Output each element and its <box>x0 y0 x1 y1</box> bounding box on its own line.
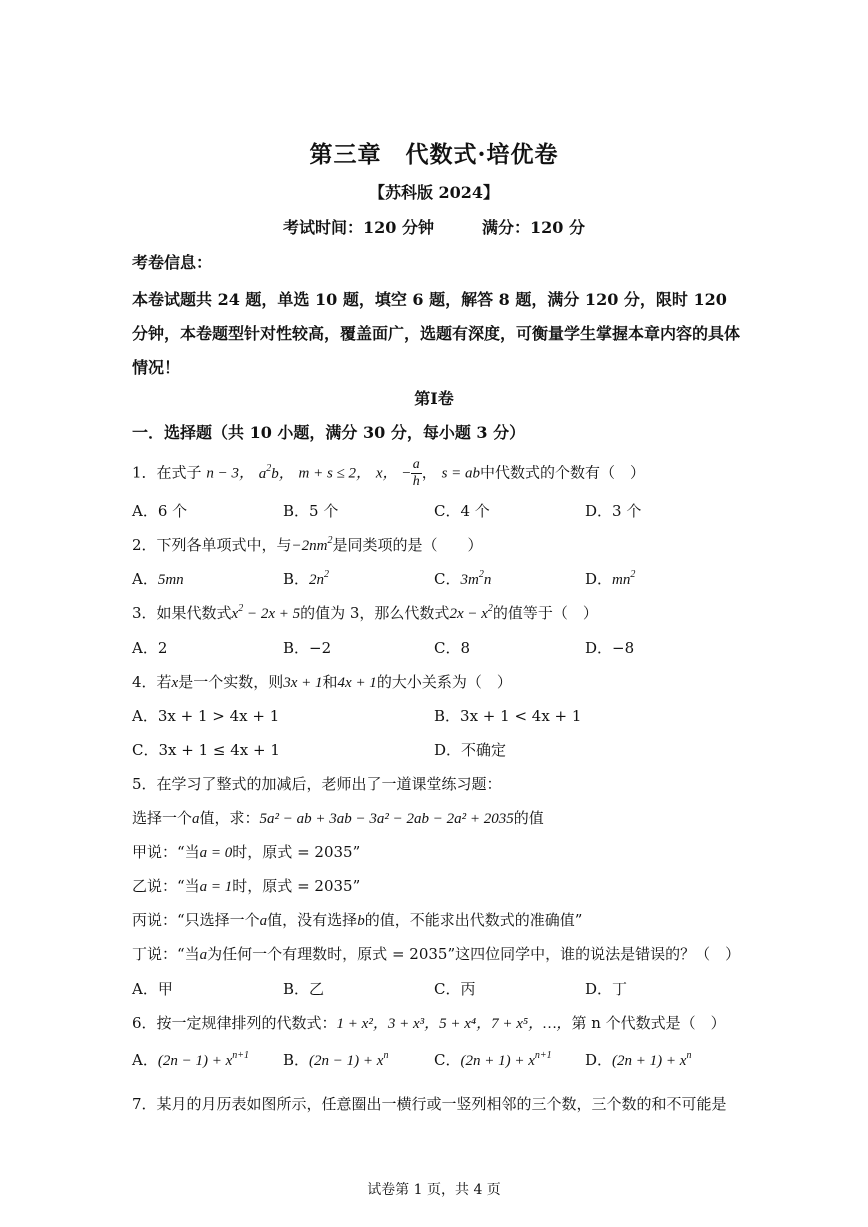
q3-lead: 3．如果代数式 <box>132 604 232 622</box>
info-body: 本卷试题共 24 题，单选 10 题，填空 6 题，解答 8 题，满分 120 分，限时 120 分钟，本卷题型针对性较高，覆盖面广，选题有深度，可衡量学生掌握本章内容的具体情况！ <box>132 290 741 377</box>
q5-option-b[interactable]: B．乙 <box>283 980 325 998</box>
question-7: 7．某月的月历表如图所示，任意圈出一横行或一竖列相邻的三个数，三个数的和不可能是 <box>132 1095 727 1113</box>
q1-comma: ， <box>421 463 437 482</box>
q1-option-a[interactable]: A．6 个 <box>132 502 188 520</box>
q2-tail: 是同类项的是（ ） <box>332 536 483 554</box>
q3-option-a[interactable]: A．2 <box>132 639 168 657</box>
q1-option-c[interactable]: C．4 个 <box>434 502 490 520</box>
section-heading: 一．选择题（共 10 小题，满分 30 分，每小题 3 分） <box>132 423 526 442</box>
question-2 <box>132 534 483 555</box>
q3-mid: 的值为 3，那么代数式 <box>300 604 450 622</box>
q5-option-d[interactable]: D．丁 <box>585 980 628 998</box>
question-3 <box>132 602 598 623</box>
q4-expr-2: 4x + 1 <box>337 675 377 691</box>
edition-label: 【苏科版 2024】 <box>368 183 500 202</box>
question-6: 6．按一定规律排列的代数式：1 + x²，3 + x³，5 + x⁴，7 + x⁵，…，第 n 个代数式是（ ） <box>132 1014 726 1032</box>
q1-expr-6: s = ab <box>441 465 481 482</box>
q3-option-d[interactable]: D．−8 <box>585 639 635 657</box>
q4-tail: 的大小关系为（ ） <box>376 673 512 691</box>
q1-expr-4: x， <box>375 465 398 482</box>
q1-expr-1: n − 3， <box>206 465 254 482</box>
q5-statement-jia: 甲说：“当a = 0时，原式 = 2035” <box>132 843 361 861</box>
q5-statement-ding: 丁说：“当a为任何一个有理数时，原式 = 2035”这四位同学中，谁的说法是错误的？（ ） <box>132 945 741 963</box>
q1-expr-2: $a^2b$， <box>258 462 294 482</box>
q4-expr-1: 3x + 1 <box>283 675 323 691</box>
q4-option-d[interactable]: D．不确定 <box>434 741 507 759</box>
q3-expr-2: $2x - x^2$ <box>449 603 493 622</box>
q2-expr: $-2nm^2$ <box>291 535 333 554</box>
q1-fraction: $\frac{a}{h}$ <box>412 457 420 489</box>
q4-option-b[interactable]: B．3x + 1 < 4x + 1 <box>434 707 582 725</box>
q4-option-a[interactable]: A．3x + 1 > 4x + 1 <box>132 707 280 725</box>
q4-var: x <box>171 675 179 691</box>
q3-expr-1: $x^2 - 2x + 5$ <box>231 603 301 622</box>
question-1 <box>132 457 645 490</box>
q2-option-b[interactable]: B．$2n^2$ <box>283 569 330 588</box>
q2-lead: 2．下列各单项式中，与 <box>132 536 292 554</box>
question-5: 5．在学习了整式的加减后，老师出了一道课堂练习题： <box>132 775 502 793</box>
exam-time: 考试时间：120 分钟 <box>283 218 434 237</box>
q6-option-d[interactable]: D．$(2n + 1) + x^n$ <box>585 1050 692 1069</box>
exam-title: 第三章 代数式·培优卷 <box>309 141 559 168</box>
exam-meta <box>0 215 868 238</box>
q5-statement-bing: 丙说：“只选择一个a值，没有选择b的值，不能求出代数式的准确值” <box>132 911 583 929</box>
q4-mid: 是一个实数，则 <box>178 673 284 691</box>
q6-option-a[interactable]: A．$(2n - 1) + x^{n+1}$ <box>132 1050 249 1069</box>
q5-option-c[interactable]: C．丙 <box>434 980 476 998</box>
q1-expr-3: m + s ≤ 2， <box>298 465 372 482</box>
q6-option-c[interactable]: C．$(2n + 1) + x^{n+1}$ <box>434 1050 552 1069</box>
q4-lead: 4．若 <box>132 673 172 691</box>
q3-option-c[interactable]: C．8 <box>434 639 471 657</box>
q2-option-c[interactable]: C．$3m^2n$ <box>434 569 492 588</box>
q1-lead: 1．在式子 <box>132 463 202 482</box>
q1-option-d[interactable]: D．3 个 <box>585 502 642 520</box>
q5-statement-yi: 乙说：“当a = 1时，原式 = 2035” <box>132 877 361 895</box>
q4-and: 和 <box>322 673 338 691</box>
page-footer: 试卷第 1 页，共 4 页 <box>367 1182 501 1198</box>
q2-option-a[interactable]: A．5mn <box>132 570 184 588</box>
q3-tail: 的值等于（ ） <box>492 604 598 622</box>
q6-option-b[interactable]: B．$(2n - 1) + x^n$ <box>283 1050 389 1069</box>
info-heading: 考卷信息： <box>132 253 213 272</box>
q3-option-b[interactable]: B．−2 <box>283 639 332 657</box>
q5-task: 选择一个a值，求：5a² − ab + 3ab − 3a² − 2ab − 2a² + 2035的值 <box>132 809 544 827</box>
q1-option-b[interactable]: B．5 个 <box>283 502 339 520</box>
question-4 <box>132 671 512 692</box>
volume-label: 第Ⅰ卷 <box>414 389 454 408</box>
q4-option-c[interactable]: C．3x + 1 ≤ 4x + 1 <box>132 741 280 759</box>
q5-option-a[interactable]: A．甲 <box>132 980 173 998</box>
q1-minus: − <box>402 465 411 482</box>
q2-option-d[interactable]: D．$mn^2$ <box>585 569 636 588</box>
q1-tail: 中代数式的个数有（ ） <box>480 463 646 482</box>
exam-score: 满分：120 分 <box>482 218 585 237</box>
